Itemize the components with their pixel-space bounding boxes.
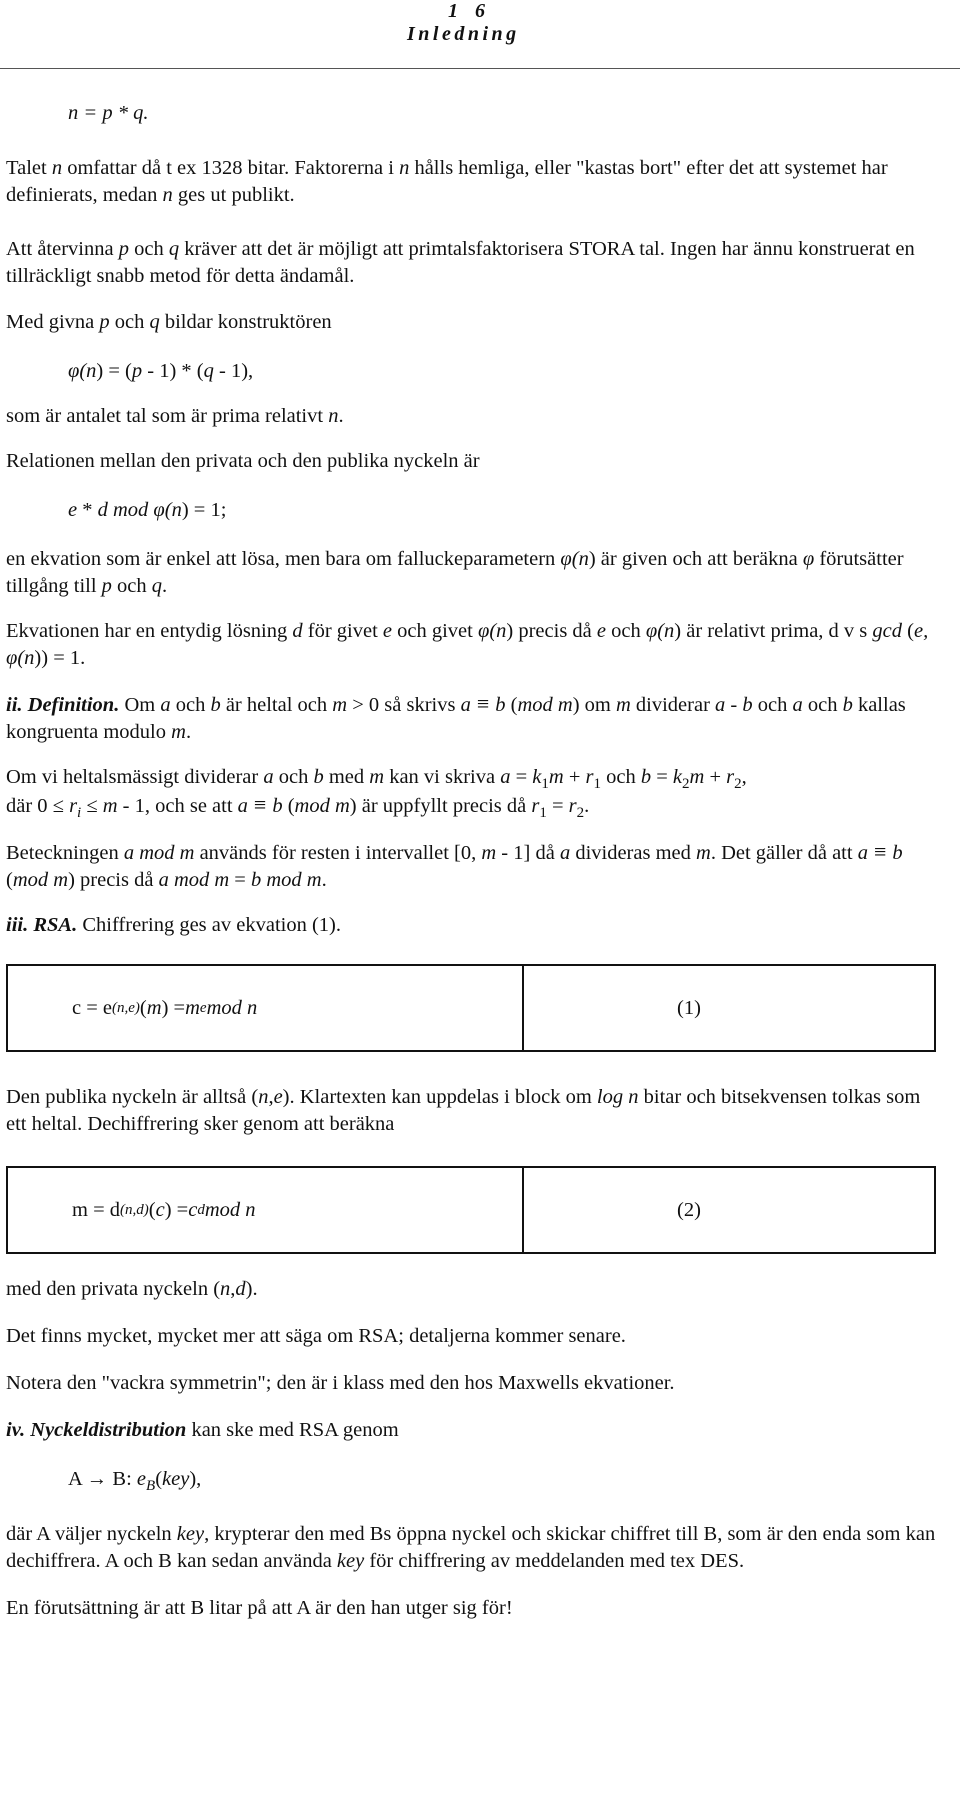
equation-ab: A → B: $e_B(key)$,	[68, 1468, 202, 1495]
page-header	[0, 0, 960, 70]
key-distribution-heading: iv. Nyckeldistribution	[6, 1419, 187, 1441]
equation-box-2	[6, 1166, 936, 1254]
paragraph-5: Relationen mellan den privata och den publika nyckeln är	[6, 450, 480, 472]
equation-box-2-formula: m = d (n,d) ( c ) = c d mod n	[8, 1168, 524, 1252]
equation-n: n = p * q.	[68, 102, 149, 124]
paragraph-key-distribution: iv. Nyckeldistribution kan ske med RSA genom	[6, 1419, 399, 1441]
paragraph-notation: Beteckningen a mod m används för resten i intervallet [0, m - 1] då a divideras med m. Det gäller då att a ≡ b (mod m) precis då a mod m = b mod m.	[6, 839, 903, 891]
paragraph-definition: ii. Definition. Om a och b är heltal och m > 0 så skrivs a ≡ b (mod m) om m dividerar a - b och a och b kallas kongruenta modulo m.	[6, 691, 906, 743]
paragraph-symmetry: Notera den "vackra symmetrin"; den är i klass med den hos Maxwells ekvationer.	[6, 1372, 675, 1394]
chapter-title: Inledning	[407, 23, 520, 45]
paragraph-7: Ekvationen har en entydig lösning d för givet e och givet φ(n) precis då e och φ(n) är relativt prima, d v s gcd (e, φ(n)) = 1.	[6, 620, 929, 669]
paragraph-trust: En förutsättning är att B litar på att A är den han utger sig för!	[6, 1597, 513, 1619]
paragraph-more: Det finns mycket, mycket mer att säga om RSA; detaljerna kommer senare.	[6, 1325, 626, 1347]
paragraph-4: som är antalet tal som är prima relativt n.	[6, 405, 344, 427]
page-number: 1 6	[448, 0, 491, 22]
paragraph-1: Talet n omfattar då t ex 1328 bitar. Faktorerna i n hålls hemliga, eller "kastas bort" efter det att systemet har definierats, medan n ges ut publikt.	[6, 157, 888, 206]
paragraph-division: Om vi heltalsmässigt dividerar a och b med m kan vi skriva $a = k_1m + r_1$ och $b = k_2m + r_2$, där $0 \le r_i \le m - 1$, och se att a ≡ b (mod m) är uppfyllt precis då $r_1 = r_2$.	[6, 766, 747, 822]
equation-box-1-formula: c = e (n,e) ( m ) = m e mod n	[8, 966, 524, 1050]
equation-phi: φ(n) = (p - 1) * (q - 1),	[68, 360, 254, 382]
rsa-heading: iii. RSA.	[6, 914, 78, 936]
paragraph-2: Att återvinna p och q kräver att det är möjligt att primtalsfaktorisera STORA tal. Ingen har ännu konstruerat en tillräckligt snabb metod för detta ändamål.	[6, 238, 915, 287]
paragraph-private-key: med den privata nyckeln (n,d).	[6, 1278, 258, 1300]
definition-heading: ii. Definition.	[6, 694, 120, 716]
document-body	[6, 100, 936, 1622]
header-rule	[0, 68, 960, 69]
equation-box-1	[6, 964, 936, 1052]
paragraph-6: en ekvation som är enkel att lösa, men bara om falluckeparametern φ(n) är given och att beräkna φ förutsätter tillgång till p och q.	[6, 548, 904, 597]
paragraph-3: Med givna p och q bildar konstruktören	[6, 311, 332, 333]
equation-ed: e * d mod φ(n) = 1;	[68, 499, 227, 521]
paragraph-a-chooses-key: där A väljer nyckeln key, krypterar den med Bs öppna nyckel och skickar chiffret till B, som är den enda som kan dechiffrera. A och B kan sedan använda key för chiffrering av meddelanden med tex DES.	[6, 1523, 936, 1572]
equation-box-2-number: (2)	[677, 1198, 701, 1221]
paragraph-public-key: Den publika nyckeln är alltså (n,e). Klartexten kan uppdelas i block om log n bitar och bitsekvensen tolkas som ett heltal. Dechiffrering sker genom att beräkna	[6, 1086, 921, 1135]
paragraph-rsa: iii. RSA. Chiffrering ges av ekvation (1).	[6, 914, 341, 936]
equation-box-1-number: (1)	[677, 996, 701, 1019]
